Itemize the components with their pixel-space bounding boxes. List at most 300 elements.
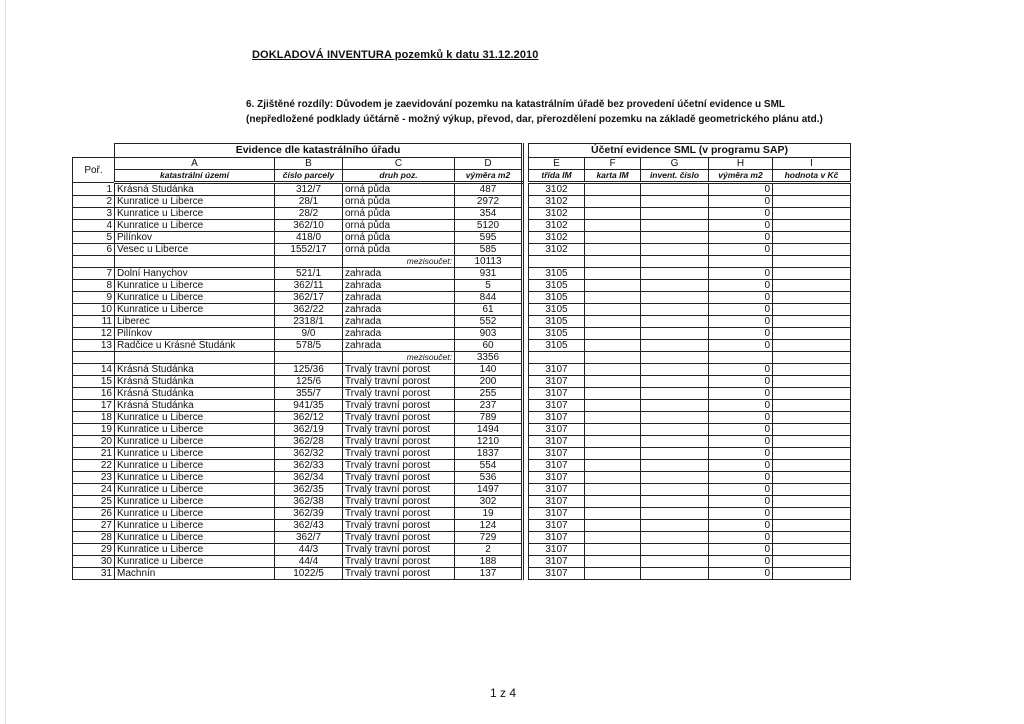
cell-vymera-sap: 0	[709, 376, 773, 388]
cell-trida-im: 3102	[529, 208, 585, 220]
col-letter-i: I	[773, 158, 851, 170]
cell-por: 24	[73, 484, 115, 496]
cell-invent-cislo	[641, 292, 709, 304]
cell-cislo-parcely: 362/22	[275, 304, 343, 316]
cell-katastralni-uzemi: Krásná Studánka	[115, 364, 275, 376]
cell-trida-im: 3107	[529, 496, 585, 508]
cell-karta-im	[585, 292, 641, 304]
cell-cislo-parcely: 44/4	[275, 556, 343, 568]
subtotal-row	[73, 256, 851, 268]
cell-druh-pozemku: Trvalý travní porost	[343, 472, 455, 484]
cell-cislo-parcely	[275, 352, 343, 364]
column-subheader-row	[73, 170, 851, 183]
cell-cislo-parcely: 125/36	[275, 364, 343, 376]
cell-katastralni-uzemi: Kunratice u Liberce	[115, 280, 275, 292]
cell-vymera-sap: 0	[709, 496, 773, 508]
col-letter-a: A	[115, 158, 275, 170]
cell-por: 7	[73, 268, 115, 280]
cell-hodnota	[773, 196, 851, 208]
cell-invent-cislo	[641, 280, 709, 292]
cell-karta-im	[585, 424, 641, 436]
cell-cislo-parcely: 362/43	[275, 520, 343, 532]
cell-druh-pozemku: Trvalý travní porost	[343, 556, 455, 568]
empty-corner	[73, 144, 115, 158]
cell-katastralni-uzemi: Kunratice u Liberce	[115, 424, 275, 436]
cell-por: 31	[73, 568, 115, 580]
table-row	[73, 496, 851, 508]
cell-trida-im: 3107	[529, 520, 585, 532]
cell-katastralni-uzemi: Pilínkov	[115, 328, 275, 340]
cell-hodnota	[773, 208, 851, 220]
table-row	[73, 244, 851, 256]
cell-hodnota	[773, 400, 851, 412]
cell-katastralni-uzemi: Machnín	[115, 568, 275, 580]
cell-cislo-parcely: 312/7	[275, 183, 343, 196]
cell-vymera: 302	[455, 496, 523, 508]
cell-karta-im	[585, 280, 641, 292]
cell-cislo-parcely: 362/12	[275, 412, 343, 424]
cell-katastralni-uzemi: Kunratice u Liberce	[115, 508, 275, 520]
cell-cislo-parcely: 362/32	[275, 448, 343, 460]
cell-hodnota	[773, 316, 851, 328]
cell-por: 21	[73, 448, 115, 460]
cell-vymera: 729	[455, 532, 523, 544]
cell-hodnota	[773, 556, 851, 568]
cell-vymera-sap: 0	[709, 484, 773, 496]
cell-cislo-parcely: 9/0	[275, 328, 343, 340]
cell-por: 14	[73, 364, 115, 376]
cell-vymera-sap: 0	[709, 280, 773, 292]
col-letter-h: H	[709, 158, 773, 170]
cell-vymera-sap: 0	[709, 183, 773, 196]
cell-vymera: 2	[455, 544, 523, 556]
cell-cislo-parcely: 941/35	[275, 400, 343, 412]
cell-invent-cislo	[641, 304, 709, 316]
cell-invent-cislo	[641, 460, 709, 472]
cell-por: 1	[73, 183, 115, 196]
cell-katastralni-uzemi: Kunratice u Liberce	[115, 448, 275, 460]
table-row	[73, 196, 851, 208]
cell-por: 6	[73, 244, 115, 256]
col-letter-g: G	[641, 158, 709, 170]
table-row	[73, 232, 851, 244]
column-letter-row	[73, 158, 851, 170]
cell-vymera-sap	[709, 256, 773, 268]
cell-hodnota	[773, 520, 851, 532]
cell-karta-im	[585, 556, 641, 568]
cell-por: 22	[73, 460, 115, 472]
cell-vymera-sap: 0	[709, 508, 773, 520]
cell-katastralni-uzemi: Kunratice u Liberce	[115, 208, 275, 220]
cell-karta-im	[585, 532, 641, 544]
cell-vymera-sap: 0	[709, 316, 773, 328]
cell-karta-im	[585, 436, 641, 448]
cell-hodnota	[773, 232, 851, 244]
table-row	[73, 520, 851, 532]
cell-druh-pozemku: Trvalý travní porost	[343, 364, 455, 376]
cell-invent-cislo	[641, 232, 709, 244]
cell-karta-im	[585, 340, 641, 352]
cell-invent-cislo	[641, 268, 709, 280]
cell-vymera-sap: 0	[709, 304, 773, 316]
cell-trida-im	[529, 352, 585, 364]
cell-katastralni-uzemi: Dolní Hanychov	[115, 268, 275, 280]
cell-katastralni-uzemi: Krásná Studánka	[115, 388, 275, 400]
table-row	[73, 340, 851, 352]
cell-cislo-parcely: 362/11	[275, 280, 343, 292]
cell-trida-im: 3107	[529, 412, 585, 424]
cell-druh-pozemku: zahrada	[343, 292, 455, 304]
cell-invent-cislo	[641, 376, 709, 388]
cell-trida-im: 3102	[529, 232, 585, 244]
subtotal-label: mezisoučet:	[343, 256, 455, 268]
table-row	[73, 508, 851, 520]
cell-invent-cislo	[641, 556, 709, 568]
cell-por: 9	[73, 292, 115, 304]
cell-cislo-parcely: 362/19	[275, 424, 343, 436]
cell-trida-im: 3102	[529, 183, 585, 196]
table-row	[73, 460, 851, 472]
cell-por: 13	[73, 340, 115, 352]
cell-invent-cislo	[641, 196, 709, 208]
cell-por: 5	[73, 232, 115, 244]
cell-vymera: 137	[455, 568, 523, 580]
cell-vymera-sap: 0	[709, 268, 773, 280]
cell-vymera: 931	[455, 268, 523, 280]
cell-vymera: 140	[455, 364, 523, 376]
cell-cislo-parcely: 2318/1	[275, 316, 343, 328]
cell-cislo-parcely: 578/5	[275, 340, 343, 352]
table-row	[73, 568, 851, 580]
cell-vymera: 5	[455, 280, 523, 292]
cell-cislo-parcely: 44/3	[275, 544, 343, 556]
cell-trida-im: 3107	[529, 544, 585, 556]
cell-karta-im	[585, 316, 641, 328]
cell-vymera-sap: 0	[709, 532, 773, 544]
cell-katastralni-uzemi: Radčice u Krásné Studánk	[115, 340, 275, 352]
cell-vymera-sap: 0	[709, 436, 773, 448]
cell-invent-cislo	[641, 424, 709, 436]
cell-katastralni-uzemi: Kunratice u Liberce	[115, 436, 275, 448]
cell-trida-im: 3107	[529, 568, 585, 580]
cell-invent-cislo	[641, 496, 709, 508]
cell-vymera-sap: 0	[709, 460, 773, 472]
cell-cislo-parcely: 28/2	[275, 208, 343, 220]
cell-druh-pozemku: orná půda	[343, 244, 455, 256]
table-row	[73, 376, 851, 388]
cell-katastralni-uzemi: Pilínkov	[115, 232, 275, 244]
cell-hodnota	[773, 364, 851, 376]
cell-por: 3	[73, 208, 115, 220]
cell-karta-im	[585, 376, 641, 388]
cell-vymera: 188	[455, 556, 523, 568]
cell-vymera: 60	[455, 340, 523, 352]
cell-karta-im	[585, 352, 641, 364]
cell-druh-pozemku: orná půda	[343, 220, 455, 232]
table-row	[73, 400, 851, 412]
cell-druh-pozemku: Trvalý travní porost	[343, 568, 455, 580]
cell-vymera: 585	[455, 244, 523, 256]
cell-vymera-sap: 0	[709, 412, 773, 424]
cell-invent-cislo	[641, 388, 709, 400]
cell-druh-pozemku: orná půda	[343, 208, 455, 220]
cell-katastralni-uzemi: Kunratice u Liberce	[115, 196, 275, 208]
table-row	[73, 472, 851, 484]
cell-cislo-parcely: 362/38	[275, 496, 343, 508]
cell-vymera-sap: 0	[709, 244, 773, 256]
cell-por: 15	[73, 376, 115, 388]
cell-vymera: 595	[455, 232, 523, 244]
cell-karta-im	[585, 484, 641, 496]
cell-vymera-sap: 0	[709, 520, 773, 532]
inventory-table	[72, 143, 851, 580]
subtotal-row	[73, 352, 851, 364]
cell-invent-cislo	[641, 484, 709, 496]
cell-trida-im: 3107	[529, 436, 585, 448]
cell-cislo-parcely	[275, 256, 343, 268]
cell-druh-pozemku: Trvalý travní porost	[343, 424, 455, 436]
cell-karta-im	[585, 544, 641, 556]
cell-vymera: 903	[455, 328, 523, 340]
cell-invent-cislo	[641, 532, 709, 544]
cell-trida-im: 3102	[529, 220, 585, 232]
cell-hodnota	[773, 424, 851, 436]
cell-karta-im	[585, 304, 641, 316]
cell-karta-im	[585, 208, 641, 220]
cell-hodnota	[773, 340, 851, 352]
col-sub-vymera: výměra m2	[455, 170, 523, 183]
cell-invent-cislo	[641, 183, 709, 196]
col-sub-druh-poz: druh poz.	[343, 170, 455, 183]
cell-invent-cislo	[641, 448, 709, 460]
cell-druh-pozemku: Trvalý travní porost	[343, 460, 455, 472]
table-row	[73, 436, 851, 448]
cell-katastralni-uzemi: Kunratice u Liberce	[115, 484, 275, 496]
cell-trida-im: 3107	[529, 376, 585, 388]
cell-vymera-sap: 0	[709, 448, 773, 460]
cell-trida-im: 3102	[529, 196, 585, 208]
document-title: DOKLADOVÁ INVENTURA pozemků k datu 31.12.2010	[252, 49, 539, 61]
cell-invent-cislo	[641, 208, 709, 220]
table-row	[73, 448, 851, 460]
cell-vymera-sap: 0	[709, 424, 773, 436]
cell-por: 27	[73, 520, 115, 532]
cell-vymera: 2972	[455, 196, 523, 208]
cell-karta-im	[585, 388, 641, 400]
cell-trida-im: 3105	[529, 340, 585, 352]
cell-druh-pozemku: Trvalý travní porost	[343, 412, 455, 424]
cell-vymera: 554	[455, 460, 523, 472]
cell-hodnota	[773, 508, 851, 520]
table-row	[73, 280, 851, 292]
table-row	[73, 412, 851, 424]
cell-katastralni-uzemi: Kunratice u Liberce	[115, 460, 275, 472]
cell-karta-im	[585, 232, 641, 244]
cell-karta-im	[585, 568, 641, 580]
cell-vymera-sap: 0	[709, 328, 773, 340]
cell-cislo-parcely: 28/1	[275, 196, 343, 208]
subtotal-value: 10113	[455, 256, 523, 268]
cell-hodnota	[773, 256, 851, 268]
cell-trida-im: 3105	[529, 280, 585, 292]
col-letter-b: B	[275, 158, 343, 170]
cell-cislo-parcely: 418/0	[275, 232, 343, 244]
col-sub-invent-cislo: invent. číslo	[641, 170, 709, 183]
cell-cislo-parcely: 362/10	[275, 220, 343, 232]
table-row	[73, 424, 851, 436]
cell-katastralni-uzemi: Kunratice u Liberce	[115, 412, 275, 424]
cell-por	[73, 256, 115, 268]
cell-druh-pozemku: Trvalý travní porost	[343, 400, 455, 412]
cell-karta-im	[585, 520, 641, 532]
cell-katastralni-uzemi: Kunratice u Liberce	[115, 556, 275, 568]
col-sub-karta-im: karta IM	[585, 170, 641, 183]
cell-hodnota	[773, 328, 851, 340]
table-row	[73, 268, 851, 280]
cell-druh-pozemku: zahrada	[343, 316, 455, 328]
cell-druh-pozemku: Trvalý travní porost	[343, 484, 455, 496]
note-line-1: 6. Zjištěné rozdíly: Důvodem je zaevidování pozemku na katastrálním úřadě bez provedení účetní evidence u SML	[246, 99, 786, 110]
cell-vymera-sap: 0	[709, 364, 773, 376]
cell-trida-im: 3107	[529, 556, 585, 568]
cell-vymera-sap: 0	[709, 556, 773, 568]
cell-karta-im	[585, 328, 641, 340]
col-letter-f: F	[585, 158, 641, 170]
cell-por: 8	[73, 280, 115, 292]
cell-vymera: 1210	[455, 436, 523, 448]
cell-hodnota	[773, 448, 851, 460]
cell-druh-pozemku: Trvalý travní porost	[343, 496, 455, 508]
cell-druh-pozemku: Trvalý travní porost	[343, 376, 455, 388]
cell-trida-im: 3102	[529, 244, 585, 256]
cell-vymera-sap	[709, 352, 773, 364]
cell-katastralni-uzemi	[115, 352, 275, 364]
cell-karta-im	[585, 400, 641, 412]
cell-por: 2	[73, 196, 115, 208]
cell-katastralni-uzemi: Krásná Studánka	[115, 376, 275, 388]
cell-katastralni-uzemi: Liberec	[115, 316, 275, 328]
cell-druh-pozemku: zahrada	[343, 280, 455, 292]
cell-vymera-sap: 0	[709, 232, 773, 244]
cell-invent-cislo	[641, 316, 709, 328]
cell-hodnota	[773, 376, 851, 388]
cell-druh-pozemku: Trvalý travní porost	[343, 436, 455, 448]
cell-karta-im	[585, 472, 641, 484]
cell-invent-cislo	[641, 364, 709, 376]
cell-vymera: 5120	[455, 220, 523, 232]
cell-trida-im: 3107	[529, 472, 585, 484]
cell-por: 17	[73, 400, 115, 412]
cell-katastralni-uzemi: Krásná Studánka	[115, 400, 275, 412]
cell-hodnota	[773, 244, 851, 256]
col-letter-c: C	[343, 158, 455, 170]
table-row	[73, 328, 851, 340]
cell-katastralni-uzemi: Vesec u Liberce	[115, 244, 275, 256]
cell-trida-im: 3107	[529, 532, 585, 544]
cell-trida-im: 3107	[529, 484, 585, 496]
cell-cislo-parcely: 521/1	[275, 268, 343, 280]
col-sub-katastralni-uzemi: katastrální území	[115, 170, 275, 183]
cell-por: 12	[73, 328, 115, 340]
cell-por: 10	[73, 304, 115, 316]
table-row	[73, 316, 851, 328]
cell-por: 11	[73, 316, 115, 328]
cell-katastralni-uzemi: Kunratice u Liberce	[115, 304, 275, 316]
cell-druh-pozemku: zahrada	[343, 304, 455, 316]
cell-invent-cislo	[641, 244, 709, 256]
table-row	[73, 544, 851, 556]
cell-trida-im: 3107	[529, 460, 585, 472]
cell-vymera: 844	[455, 292, 523, 304]
cell-karta-im	[585, 220, 641, 232]
table-row	[73, 556, 851, 568]
cell-hodnota	[773, 280, 851, 292]
cell-hodnota	[773, 183, 851, 196]
cell-vymera: 487	[455, 183, 523, 196]
cell-por: 28	[73, 532, 115, 544]
cell-vymera: 536	[455, 472, 523, 484]
note-line-2: (nepředložené podklady účtárně - možný výkup, převod, dar, přerozdělení pozemku na základě geometrického plánu atd.)	[246, 114, 823, 125]
scan-edge-line	[5, 0, 6, 724]
cell-hodnota	[773, 388, 851, 400]
cell-hodnota	[773, 220, 851, 232]
cell-katastralni-uzemi: Kunratice u Liberce	[115, 496, 275, 508]
cell-cislo-parcely: 355/7	[275, 388, 343, 400]
cell-druh-pozemku: Trvalý travní porost	[343, 532, 455, 544]
cell-druh-pozemku: Trvalý travní porost	[343, 520, 455, 532]
table-row	[73, 388, 851, 400]
cell-hodnota	[773, 268, 851, 280]
cell-vymera-sap: 0	[709, 388, 773, 400]
col-header-por: Poř.	[73, 158, 115, 183]
table-row	[73, 364, 851, 376]
cell-hodnota	[773, 304, 851, 316]
cell-por: 20	[73, 436, 115, 448]
cell-katastralni-uzemi	[115, 256, 275, 268]
cell-trida-im: 3107	[529, 424, 585, 436]
table-row	[73, 292, 851, 304]
cell-invent-cislo	[641, 508, 709, 520]
cell-vymera: 237	[455, 400, 523, 412]
cell-katastralni-uzemi: Kunratice u Liberce	[115, 220, 275, 232]
cell-cislo-parcely: 1552/17	[275, 244, 343, 256]
cell-trida-im: 3105	[529, 268, 585, 280]
table-row	[73, 532, 851, 544]
cell-por: 30	[73, 556, 115, 568]
cell-druh-pozemku: Trvalý travní porost	[343, 508, 455, 520]
cell-por	[73, 352, 115, 364]
cell-por: 26	[73, 508, 115, 520]
table-row	[73, 220, 851, 232]
cell-invent-cislo	[641, 520, 709, 532]
cell-cislo-parcely: 362/7	[275, 532, 343, 544]
cell-invent-cislo	[641, 400, 709, 412]
cell-vymera-sap: 0	[709, 220, 773, 232]
cell-hodnota	[773, 484, 851, 496]
cell-vymera-sap: 0	[709, 544, 773, 556]
cell-invent-cislo	[641, 472, 709, 484]
cell-vymera-sap: 0	[709, 400, 773, 412]
cell-karta-im	[585, 412, 641, 424]
cell-druh-pozemku: orná půda	[343, 232, 455, 244]
cell-cislo-parcely: 362/17	[275, 292, 343, 304]
col-sub-vymera-sap: výměra m2	[709, 170, 773, 183]
cell-por: 25	[73, 496, 115, 508]
cell-karta-im	[585, 183, 641, 196]
cell-por: 23	[73, 472, 115, 484]
cell-invent-cislo	[641, 568, 709, 580]
cell-invent-cislo	[641, 328, 709, 340]
